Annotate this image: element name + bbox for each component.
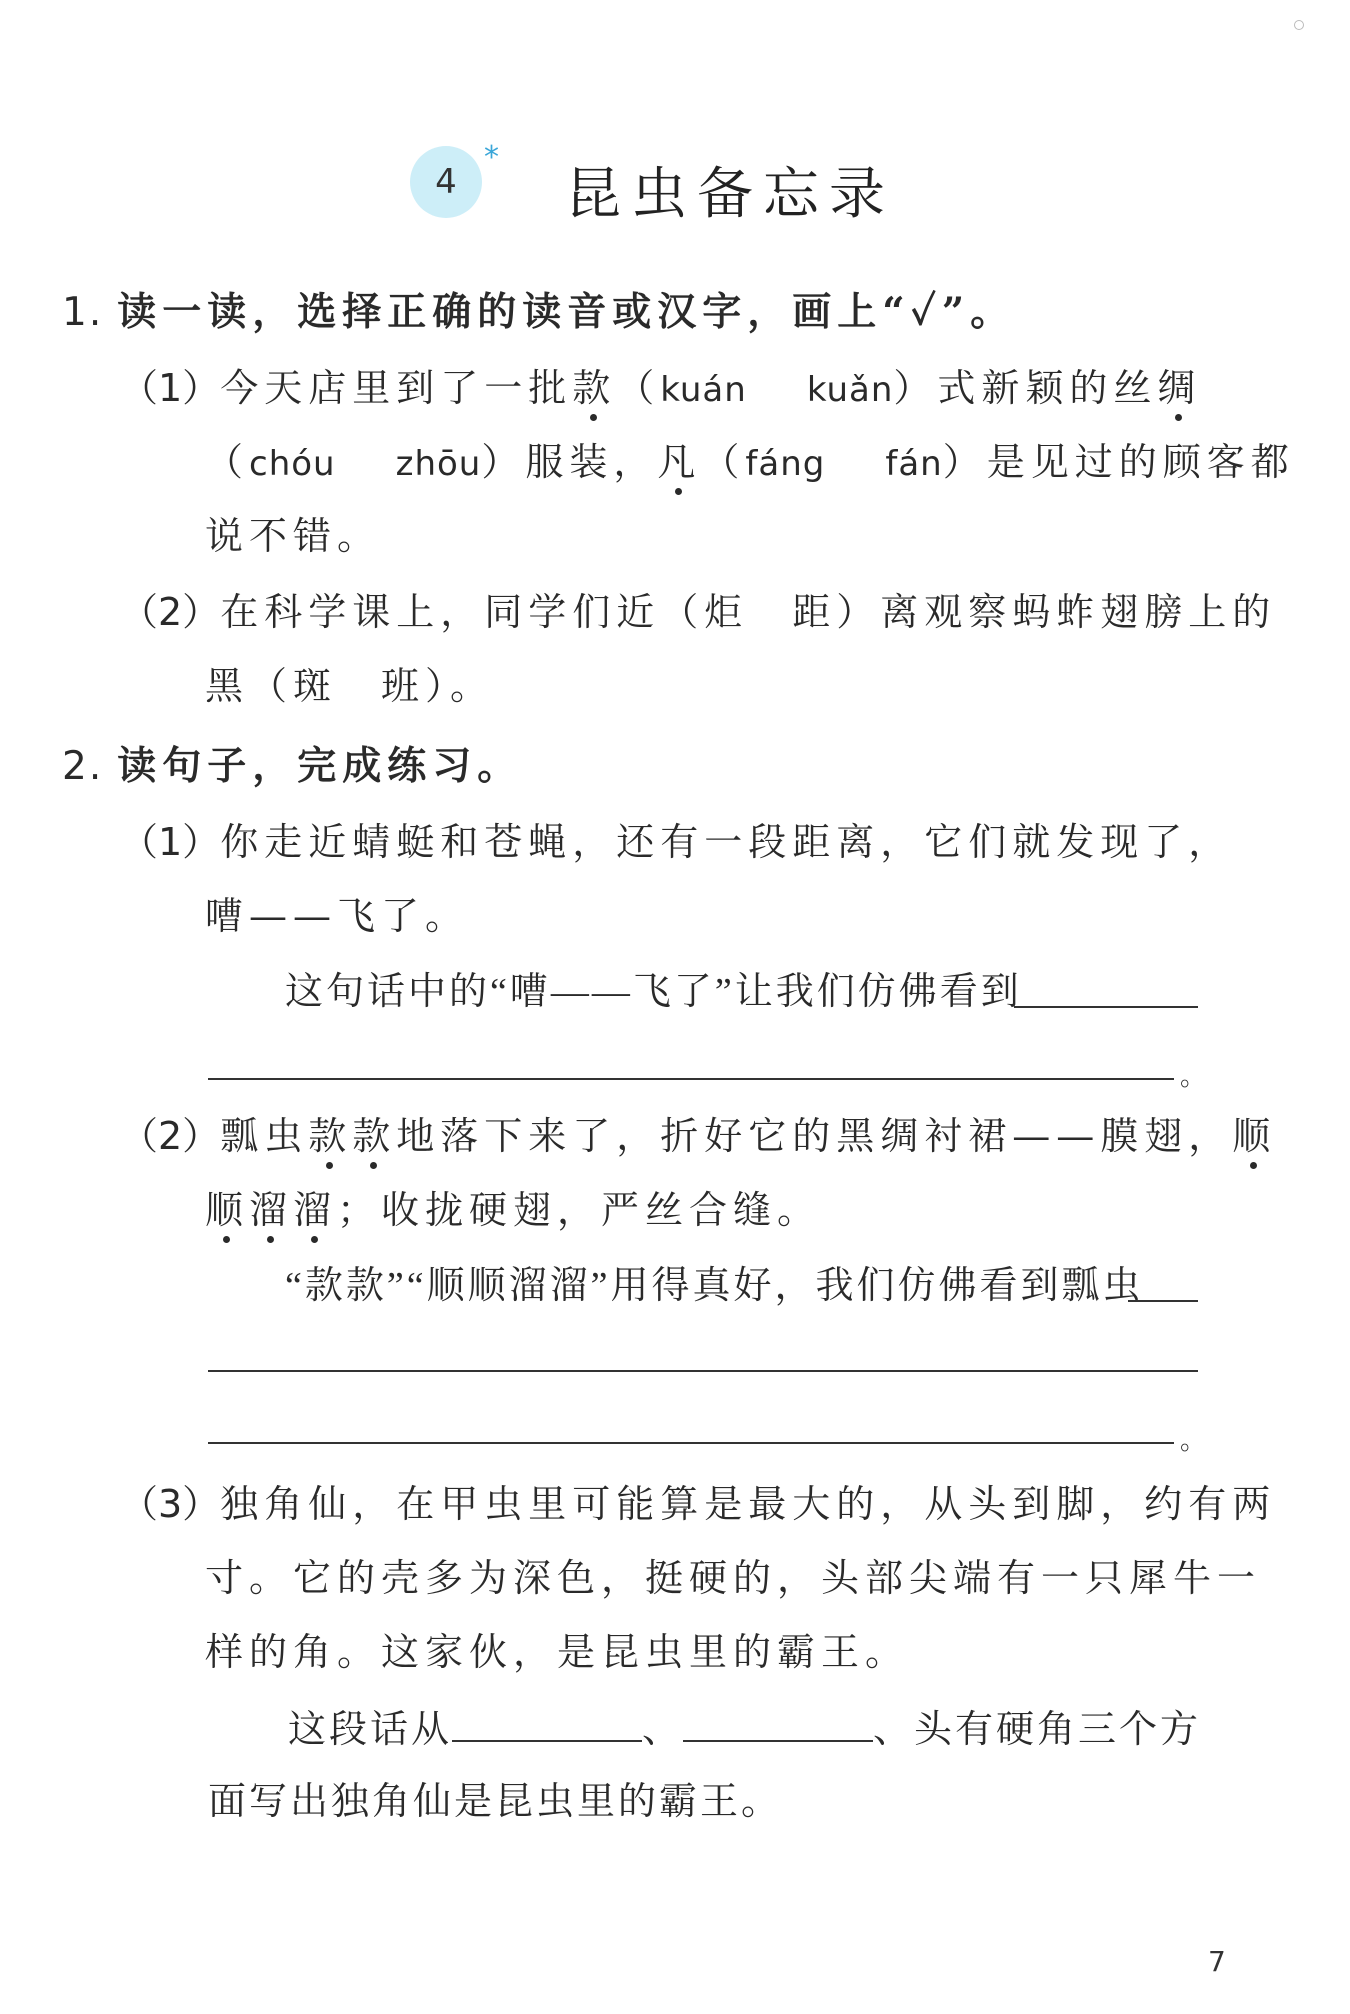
dotted-char: 款 [308, 1114, 353, 1158]
q2-item2-prompt: “款款”“顺顺溜溜”用得真好，我们仿佛看到瓢虫 [285, 1265, 1144, 1307]
text: 瓢虫 [220, 1114, 309, 1158]
text: 地落下来了，折好它的黑绸衬裙——膜翅， [396, 1114, 1233, 1158]
dotted-char: 顺 [205, 1188, 250, 1232]
dotted-char: 顺 [1232, 1114, 1277, 1158]
q2-item3-prompt-line1 [288, 1704, 1201, 1754]
q2-item2-line2 [205, 1186, 821, 1234]
period: 。 [1180, 1062, 1207, 1092]
lesson-number: 4 [435, 162, 457, 202]
q2-item1-line2: 嘈——飞了。 [205, 894, 470, 938]
optional-star-icon: * [484, 140, 499, 175]
page-number: 7 [1208, 1945, 1226, 1978]
q1-item2-line1 [120, 588, 1276, 636]
q2-item3-label: （3） [120, 1482, 221, 1526]
period: 。 [1180, 1426, 1207, 1456]
q2-instruction: 读句子，完成练习。 [117, 743, 523, 789]
pinyin-option[interactable]: kuán [660, 370, 747, 410]
q2-number: 2. [62, 744, 104, 789]
answer-line[interactable] [208, 1442, 1174, 1444]
pinyin-option[interactable]: fán [885, 444, 943, 484]
lesson-number-badge [410, 146, 482, 218]
corner-mark [1294, 20, 1304, 30]
answer-line[interactable] [208, 1078, 1174, 1080]
dotted-char: 款 [572, 366, 617, 410]
q1-number: 1. [62, 290, 104, 335]
pinyin-option[interactable]: fáng [745, 444, 826, 484]
answer-blank[interactable] [683, 1704, 873, 1742]
q2-item3-line1 [120, 1480, 1276, 1528]
dotted-char: 绸 [1157, 366, 1202, 410]
dotted-char: 溜 [293, 1188, 338, 1232]
text: 独角仙，在甲虫里可能算是最大的，从头到脚，约有两 [220, 1482, 1277, 1526]
text: 在科学课上，同学们近（炬 距）离观察蚂蚱翅膀上的 [220, 590, 1277, 634]
answer-blank[interactable] [452, 1704, 642, 1742]
q1-instruction: 读一读，选择正确的读音或汉字，画上“✓”。 [117, 289, 1016, 335]
q2-heading [62, 742, 522, 791]
dotted-char: 凡 [657, 440, 702, 484]
q2-item3-prompt-line2: 面写出独角仙是昆虫里的霸王。 [208, 1781, 783, 1823]
text: 今天店里到了一批 [220, 366, 573, 410]
text: ；收拢硬翅，严丝合缝。 [337, 1188, 822, 1232]
q2-item3-line2: 寸。它的壳多为深色，挺硬的，头部尖端有一只犀牛一 [205, 1556, 1262, 1600]
pinyin-option[interactable]: zhōu [395, 444, 482, 484]
text: ）是见过的顾客都 [942, 440, 1295, 484]
dotted-char: 款 [352, 1114, 397, 1158]
q2-item2-label: （2） [120, 1114, 221, 1158]
lesson-title: 昆虫备忘录 [565, 162, 895, 227]
answer-blank[interactable] [1014, 1006, 1198, 1008]
paren: （ [701, 440, 746, 484]
text: ）服装， [481, 440, 658, 484]
text: 这段话从 [288, 1709, 453, 1751]
q1-item2-label: （2） [120, 590, 221, 634]
text: 、头有硬角三个方 [873, 1709, 1202, 1751]
q2-item1-line1 [120, 818, 1232, 866]
pinyin-option[interactable]: chóu [249, 444, 336, 484]
paren: （ [205, 440, 250, 484]
answer-line[interactable] [208, 1370, 1198, 1372]
q2-item1-label: （1） [120, 820, 221, 864]
dotted-char: 溜 [249, 1188, 294, 1232]
q1-item1-line2 [205, 438, 1295, 488]
q2-item1-prompt: 这句话中的“嘈——飞了”让我们仿佛看到 [285, 971, 1022, 1013]
q2-item2-line1 [120, 1112, 1276, 1160]
q1-heading [62, 288, 1015, 337]
answer-blank[interactable] [1128, 1300, 1198, 1302]
q1-item2-line2: 黑（斑 班）。 [205, 664, 495, 708]
text: ）式新颖的丝 [893, 366, 1158, 410]
q1-item1-line1 [120, 364, 1201, 414]
pinyin-option[interactable]: kuǎn [806, 370, 894, 410]
q1-item1-line3: 说不错。 [205, 514, 382, 558]
paren: （ [616, 366, 661, 410]
text: 你走近蜻蜓和苍蝇，还有一段距离，它们就发现了， [220, 820, 1233, 864]
text: 、 [642, 1709, 684, 1751]
q1-item1-label: （1） [120, 366, 221, 410]
q2-item3-line3: 样的角。这家伙，是昆虫里的霸王。 [205, 1630, 910, 1674]
